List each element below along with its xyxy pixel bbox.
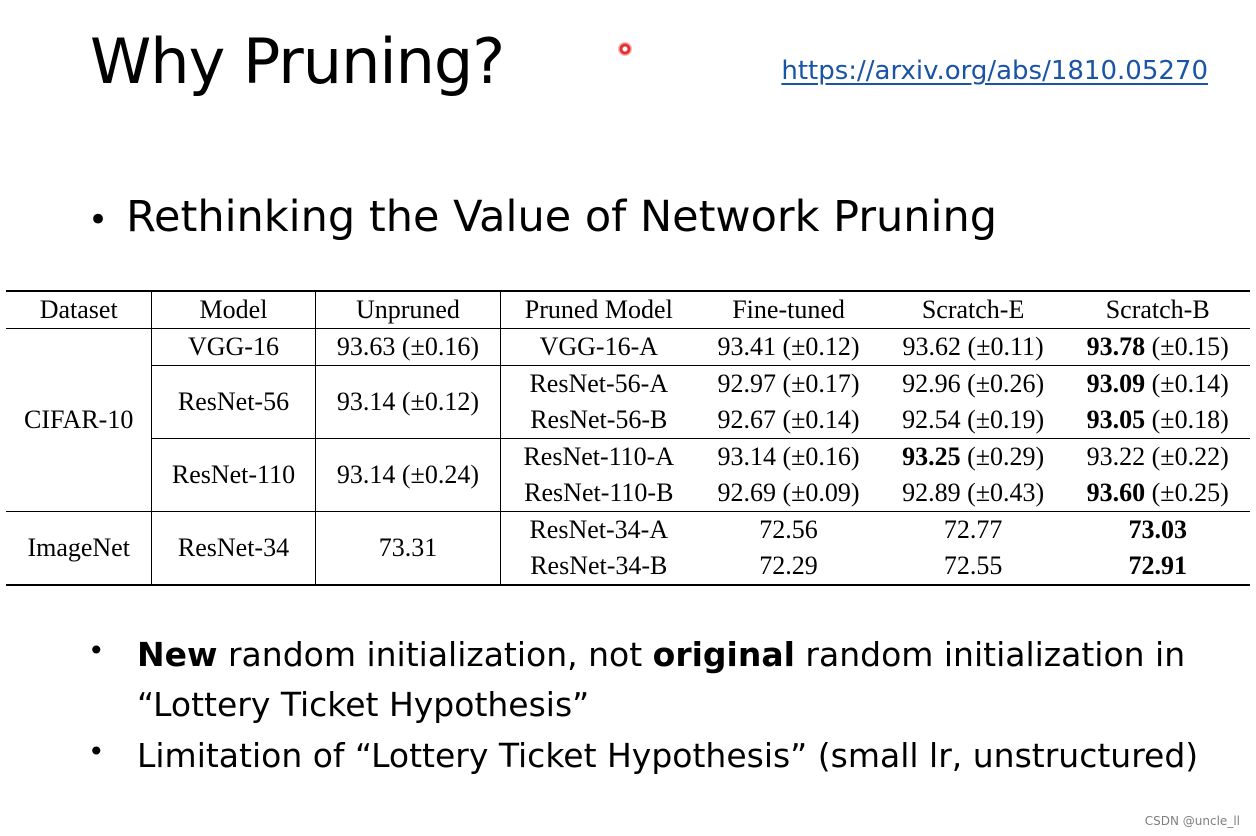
unpruned-cell: 93.63 (±0.16) bbox=[315, 329, 501, 366]
sub-bullet-initialization bbox=[88, 630, 1208, 731]
fine-tuned-cell: 72.29 bbox=[759, 551, 818, 580]
header-scratch-b: Scratch-B bbox=[1105, 295, 1210, 324]
slide-title: Why Pruning? bbox=[90, 25, 505, 98]
paper-link[interactable]: https://arxiv.org/abs/1810.05270 bbox=[781, 56, 1208, 86]
text-segment: Limitation of “Lottery Ticket Hypothesis” (small lr, unstructured) bbox=[137, 735, 1199, 775]
std-value: (±0.25) bbox=[1145, 478, 1229, 507]
pruned-model-cell: ResNet-34-A bbox=[529, 515, 669, 544]
fine-tuned-cell: 92.69 (±0.09) bbox=[717, 478, 860, 507]
scratch-b-cell: 93.22 (±0.22) bbox=[1086, 442, 1229, 471]
bold-new: New bbox=[137, 635, 218, 674]
table-row bbox=[6, 439, 1250, 476]
std-value: (±0.29) bbox=[960, 442, 1045, 471]
best-value: 93.78 bbox=[1086, 332, 1146, 361]
header-dataset: Dataset bbox=[6, 291, 152, 329]
fine-tuned-cell: 92.97 (±0.17) bbox=[717, 369, 860, 398]
fine-tuned-cell: 93.14 (±0.16) bbox=[717, 442, 860, 471]
bullet-icon: • bbox=[88, 200, 109, 240]
model-cell: ResNet-34 bbox=[152, 512, 315, 586]
header-unpruned: Unpruned bbox=[315, 291, 501, 329]
dataset-cell-cifar10: CIFAR-10 bbox=[6, 329, 152, 512]
pruned-model-cell: VGG-16-A bbox=[539, 332, 658, 361]
header-scratch-e: Scratch-E bbox=[921, 295, 1025, 324]
header-model: Model bbox=[152, 291, 315, 329]
std-value: (±0.14) bbox=[1145, 369, 1229, 398]
header-fine-tuned: Fine-tuned bbox=[732, 295, 845, 324]
sub-bullet-limitation bbox=[88, 731, 1208, 781]
pruned-model-cell: ResNet-110-B bbox=[524, 478, 674, 507]
model-cell: ResNet-110 bbox=[152, 439, 315, 512]
scratch-b-cell bbox=[1065, 475, 1250, 512]
sub-bullet-list bbox=[88, 630, 1208, 781]
watermark: CSDN @uncle_ll bbox=[1144, 814, 1240, 828]
model-cell: ResNet-56 bbox=[152, 366, 315, 439]
table-row bbox=[6, 366, 1250, 403]
pruned-model-cell: ResNet-110-A bbox=[523, 442, 675, 471]
scratch-b-cell bbox=[1065, 512, 1250, 549]
best-value: 72.91 bbox=[1128, 551, 1187, 580]
main-bullet bbox=[88, 192, 997, 242]
scratch-b-cell bbox=[1065, 366, 1250, 403]
unpruned-cell: 93.14 (±0.12) bbox=[315, 366, 501, 439]
pruned-model-cell: ResNet-56-A bbox=[529, 369, 669, 398]
fine-tuned-cell: 92.67 (±0.14) bbox=[717, 405, 860, 434]
main-bullet-text: Rethinking the Value of Network Pruning bbox=[126, 192, 998, 242]
laser-pointer-dot bbox=[618, 42, 632, 56]
unpruned-cell: 73.31 bbox=[315, 512, 501, 586]
pruned-model-cell: ResNet-56-B bbox=[530, 405, 668, 434]
scratch-e-cell: 72.55 bbox=[943, 551, 1003, 580]
model-cell: VGG-16 bbox=[152, 329, 315, 366]
results-table bbox=[6, 290, 1250, 586]
best-value: 93.09 bbox=[1086, 369, 1146, 398]
std-value: (±0.15) bbox=[1145, 332, 1229, 361]
scratch-b-cell bbox=[1065, 548, 1250, 585]
unpruned-cell: 93.14 (±0.24) bbox=[315, 439, 501, 512]
scratch-e-cell: 93.62 (±0.11) bbox=[902, 332, 1044, 361]
scratch-b-cell bbox=[1065, 402, 1250, 439]
pruned-model-cell: ResNet-34-B bbox=[530, 551, 668, 580]
scratch-e-cell: 92.54 (±0.19) bbox=[902, 405, 1045, 434]
table-row bbox=[6, 329, 1250, 366]
fine-tuned-cell: 72.56 bbox=[759, 515, 818, 544]
scratch-e-cell bbox=[881, 439, 1066, 476]
table-row bbox=[6, 512, 1250, 549]
best-value: 93.60 bbox=[1086, 478, 1146, 507]
table-header-row bbox=[6, 291, 1250, 329]
header-pruned-model: Pruned Model bbox=[524, 295, 673, 324]
scratch-e-cell: 92.96 (±0.26) bbox=[902, 369, 1045, 398]
best-value: 93.05 bbox=[1086, 405, 1146, 434]
fine-tuned-cell: 93.41 (±0.12) bbox=[717, 332, 860, 361]
dataset-cell-imagenet: ImageNet bbox=[6, 512, 152, 586]
text-segment: random initialization, not bbox=[217, 635, 653, 674]
scratch-b-cell bbox=[1065, 329, 1250, 366]
text-segment: random initialization in “Lottery Ticket Hypothesis” bbox=[137, 635, 1186, 725]
best-value: 93.25 bbox=[902, 442, 961, 471]
bold-original: original bbox=[652, 635, 795, 674]
scratch-e-cell: 92.89 (±0.43) bbox=[902, 478, 1045, 507]
best-value: 73.03 bbox=[1128, 515, 1187, 544]
std-value: (±0.18) bbox=[1145, 405, 1229, 434]
scratch-e-cell: 72.77 bbox=[943, 515, 1003, 544]
